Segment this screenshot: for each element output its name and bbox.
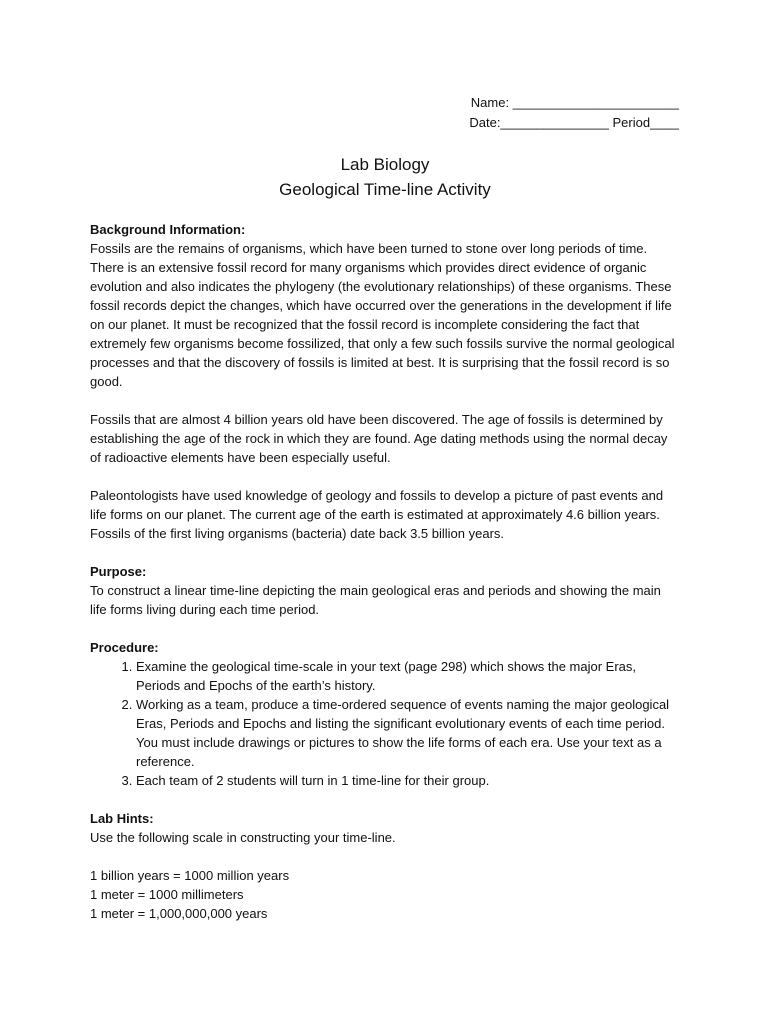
procedure-heading: Procedure: [90, 640, 159, 655]
background-paragraph-3: Paleontologists have used knowledge of geology and fossils to develop a picture of past events and life forms on our planet. The current age of the earth is estimated at approximately 4.6 billion years. Fossils of the first living organisms (bacteria) date back 3.5 billion years. [90, 488, 664, 541]
procedure-list [90, 657, 680, 790]
purpose-text: To construct a linear time-line depicting the main geological eras and periods and showing the main life forms living during each time period. [90, 583, 661, 617]
background-heading: Background Information: [90, 222, 246, 237]
lab-hints-intro: Use the following scale in constructing your time-line. [90, 830, 396, 845]
procedure-step: 1. Examine the geological time-scale in your text (page 298) which shows the major Eras, Periods and Epochs of the earth’s history. [136, 657, 680, 695]
background-paragraph-2: Fossils that are almost 4 billion years old have been discovered. The age of fossils is determined by establishing the age of the rock in which they are found. Age dating methods using the normal decay of radioactive elements have been especially useful. [90, 412, 668, 465]
lab-hints-heading: Lab Hints: [90, 811, 154, 826]
background-paragraph-1: Fossils are the remains of organisms, which have been turned to stone over long periods of time. There is an extensive fossil record for many organisms which provides direct evidence of organic evolution and also indicates the phylogeny (the evolutionary relationships) of these organisms. These fossil records depict the changes, which have occurred over the generations in the development if life on our planet. It must be recognized that the fossil record is incomplete considering the fact that extremely few organisms become fossilized, that only a few such fossils survive the normal geological processes and that the discovery of fossils is limited at best. It is surprising that the fossil record is so good. [90, 241, 675, 389]
activity-title: Geological Time-line Activity [279, 180, 491, 199]
procedure-step: 3. Each team of 2 students will turn in 1 time-line for their group. [136, 771, 680, 790]
document-body [90, 220, 680, 923]
name-field-line: Name: _______________________ [470, 95, 679, 110]
scale-line: 1 meter = 1000 millimeters [90, 887, 244, 902]
scale-line: 1 meter = 1,000,000,000 years [90, 906, 268, 921]
course-title: Lab Biology [340, 155, 430, 174]
document-title [0, 152, 770, 202]
scale-line: 1 billion years = 1000 million years [90, 868, 290, 883]
date-period-field-line: Date:_______________ Period____ [469, 115, 679, 130]
purpose-heading: Purpose: [90, 564, 147, 579]
procedure-step: 2. Working as a team, produce a time-ordered sequence of events naming the major geological Eras, Periods and Epochs and listing the significant evolutionary events of each time period. You must include drawings or pictures to show the life forms of each era. Use your text as a reference. [136, 695, 680, 771]
student-info-fields [469, 93, 679, 133]
